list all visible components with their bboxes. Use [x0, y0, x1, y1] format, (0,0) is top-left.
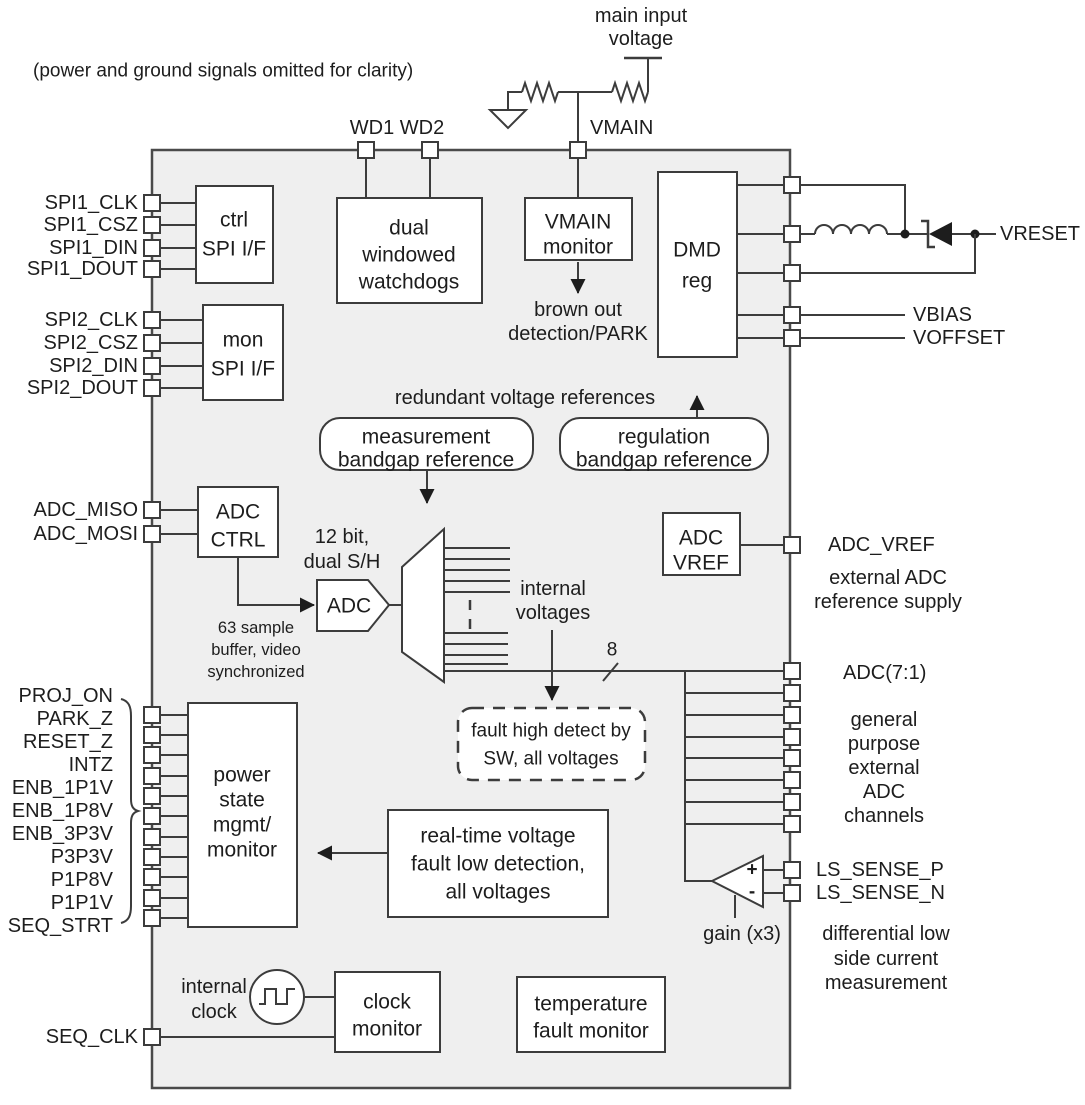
main-input-voltage-label2: voltage [608, 28, 674, 50]
pin-vmain [570, 142, 586, 158]
pin-label-enb-1p8v: ENB_1P8V [11, 800, 113, 822]
ls-desc3: measurement [824, 972, 948, 994]
adc-ctrl-label2: CTRL [210, 528, 266, 552]
pin-adc-vref [784, 537, 800, 553]
sample-buffer-label2: buffer, video [211, 641, 301, 659]
pin-adc-mosi [144, 526, 160, 542]
measurement-bandgap-label2: bandgap reference [337, 448, 515, 472]
pin-enb-1p8v [144, 808, 160, 824]
watchdogs-label3: watchdogs [358, 270, 460, 294]
pin-voffset [784, 330, 800, 346]
pin-label-spi2-clk: SPI2_CLK [44, 309, 138, 331]
pin-adc-miso [144, 502, 160, 518]
pin-label-spi2-din: SPI2_DIN [49, 355, 138, 377]
pin-label-spi1-clk: SPI1_CLK [44, 192, 138, 214]
resistor-icon [522, 83, 558, 101]
adc-label: ADC [326, 594, 372, 618]
adc-spec-label2: dual S/H [303, 551, 381, 573]
ls-sense-p-label: LS_SENSE_P [816, 859, 944, 881]
fault-high-label: fault high detect by [471, 720, 631, 742]
pin-label-p1p1v: P1P1V [50, 892, 113, 914]
pin-vreset-fb [784, 265, 800, 281]
voffset-label: VOFFSET [913, 327, 1006, 349]
pin-adc-ch5 [784, 772, 800, 788]
dmd-reg-label: DMD [673, 238, 721, 262]
mon-spi-block [203, 305, 283, 400]
pin-label-p3p3v: P3P3V [50, 846, 113, 868]
watchdogs-block [337, 198, 482, 303]
vmain-pin-label: VMAIN [590, 117, 654, 139]
ctrl-spi-label: ctrl [220, 208, 248, 232]
pin-adc-bus [784, 663, 800, 679]
pin-label-seq-strt: SEQ_STRT [7, 915, 113, 937]
pin-label-spi2-dout: SPI2_DOUT [26, 377, 138, 399]
pin-spi1-csz [144, 217, 160, 233]
vreset-label: VRESET [1000, 223, 1081, 245]
pin-adc-ch4 [784, 750, 800, 766]
pin-spi2-din [144, 358, 160, 374]
fault-low-label3: all voltages [445, 880, 551, 904]
pin-label-spi2-csz: SPI2_CSZ [43, 332, 138, 354]
pin-spi2-dout [144, 380, 160, 396]
watchdogs-label2: windowed [362, 243, 456, 267]
adc-bus-desc5: channels [843, 805, 925, 827]
brown-out-label2: detection/PARK [508, 323, 648, 345]
pin-proj-on [144, 707, 160, 723]
diagram-note: (power and ground signals omitted for clarity) [33, 60, 414, 82]
power-control-port [8, 685, 188, 937]
watchdogs-label: dual [389, 216, 429, 240]
pin-adc-ch6 [784, 794, 800, 810]
pin-label-proj-on: PROJ_ON [18, 685, 113, 707]
temperature-monitor-label2: fault monitor [533, 1019, 649, 1043]
adc-vref-desc: external ADC [829, 567, 947, 589]
main-input-voltage-label: main input [594, 5, 688, 27]
power-state-label: power [213, 763, 271, 787]
ground-icon [490, 110, 526, 128]
pin-label-park-z: PARK_Z [36, 708, 113, 730]
internal-clock-label: internal [181, 976, 247, 998]
junction-dot [901, 230, 910, 239]
regulation-bandgap-label2: bandgap reference [575, 448, 753, 472]
adc-vref-pin-label: ADC_VREF [828, 534, 935, 556]
vmain-monitor-label2: monitor [542, 235, 614, 259]
pin-label-p1p8v: P1P8V [50, 869, 113, 891]
pin-spi1-dout [144, 261, 160, 277]
pin-spi1-clk [144, 195, 160, 211]
ctrl-spi-label2: SPI I/F [201, 237, 267, 261]
vbias-label: VBIAS [913, 304, 972, 326]
pin-park-z [144, 727, 160, 743]
sample-buffer-label: 63 sample [217, 619, 295, 637]
pin-enb-3p3v [144, 829, 160, 845]
pin-label-seq-clk: SEQ_CLK [45, 1026, 138, 1048]
pin-intz [144, 768, 160, 784]
vmain-monitor-label: VMAIN [544, 210, 612, 234]
pin-dmd-ind [784, 226, 800, 242]
temperature-monitor-label: temperature [534, 992, 648, 1016]
redundant-refs-label: redundant voltage references [394, 387, 656, 409]
pin-ls-sense-p [784, 862, 800, 878]
zener-diode-icon [929, 222, 952, 246]
adc-bus-desc: general [850, 709, 918, 731]
wd-pins-label: WD1 WD2 [349, 117, 445, 139]
bus-width-label: 8 [606, 639, 618, 661]
adc-bus-label: ADC(7:1) [843, 662, 927, 684]
pin-adc-ch3 [784, 729, 800, 745]
signal-group-brace [121, 699, 138, 923]
brown-out-label: brown out [534, 299, 622, 321]
pin-label-enb-1p1v: ENB_1P1V [11, 777, 113, 799]
pin-spi2-csz [144, 335, 160, 351]
pin-seq-strt [144, 910, 160, 926]
regulation-bandgap-label: regulation [617, 425, 711, 449]
ls-sense-n-label: LS_SENSE_N [816, 882, 945, 904]
pin-label-adc-mosi: ADC_MOSI [33, 523, 138, 545]
pin-label-reset-z: RESET_Z [22, 731, 113, 753]
internal-voltages-label2: voltages [515, 602, 591, 624]
adc-vref-label: ADC [678, 526, 724, 550]
measurement-bandgap-label: measurement [361, 425, 491, 449]
pin-seq-clk [144, 1029, 160, 1045]
opamp-minus-label: - [748, 881, 756, 903]
adc-bus-desc4: ADC [862, 781, 906, 803]
ctrl-spi-block [196, 186, 273, 283]
clock-monitor-label: clock [363, 990, 411, 1014]
pin-p3p3v [144, 849, 160, 865]
power-state-label2: state [219, 788, 265, 812]
adc-bus-desc3: external [848, 757, 920, 779]
pin-wd1 [358, 142, 374, 158]
pin-adc-ch7 [784, 816, 800, 832]
adc-ctrl-label: ADC [215, 500, 261, 524]
sample-buffer-label3: synchronized [207, 663, 305, 681]
pin-label-intz: INTZ [68, 754, 113, 776]
adc-vref-label2: VREF [672, 551, 730, 575]
adc-bus-desc2: purpose [847, 733, 921, 755]
pin-reset-z [144, 747, 160, 763]
pin-adc-ch1 [784, 685, 800, 701]
pin-adc-ch2 [784, 707, 800, 723]
mon-spi-label2: SPI I/F [210, 357, 276, 381]
pin-dmd-sw [784, 177, 800, 193]
pin-enb-1p1v [144, 788, 160, 804]
pin-label-enb-3p3v: ENB_3P3V [11, 823, 113, 845]
fault-high-block [458, 708, 645, 780]
clock-monitor-label2: monitor [351, 1017, 423, 1041]
opamp-plus-label: + [746, 859, 758, 881]
pin-spi1-din [144, 240, 160, 256]
internal-voltages-label: internal [520, 578, 586, 600]
inductor-icon [815, 225, 887, 234]
ls-desc2: side current [833, 948, 939, 970]
pin-p1p1v [144, 890, 160, 906]
adc-vref-desc2: reference supply [814, 591, 962, 613]
pin-label-spi1-dout: SPI1_DOUT [26, 258, 138, 280]
power-state-label3: mgmt/ [212, 813, 272, 837]
pin-vbias [784, 307, 800, 323]
fault-high-label2: SW, all voltages [483, 748, 619, 770]
pin-label-spi1-din: SPI1_DIN [49, 237, 138, 259]
adc-spec-label: 12 bit, [314, 526, 370, 548]
dmd-reg-label2: reg [681, 269, 713, 293]
pin-label-spi1-csz: SPI1_CSZ [43, 214, 138, 236]
temperature-monitor-block [517, 977, 665, 1052]
mon-spi-label: mon [222, 328, 264, 352]
resistor-icon [612, 83, 648, 101]
pin-label-adc-miso: ADC_MISO [33, 499, 138, 521]
pin-p1p8v [144, 869, 160, 885]
pin-ls-sense-n [784, 885, 800, 901]
internal-clock-label2: clock [191, 1001, 237, 1023]
power-state-block [188, 703, 297, 927]
pin-spi2-clk [144, 312, 160, 328]
fault-low-label2: fault low detection, [411, 852, 585, 876]
ls-desc: differential low [822, 923, 950, 945]
gain-label: gain (x3) [703, 923, 781, 945]
pin-wd2 [422, 142, 438, 158]
power-state-label4: monitor [206, 838, 278, 862]
fault-low-label: real-time voltage [420, 824, 576, 848]
